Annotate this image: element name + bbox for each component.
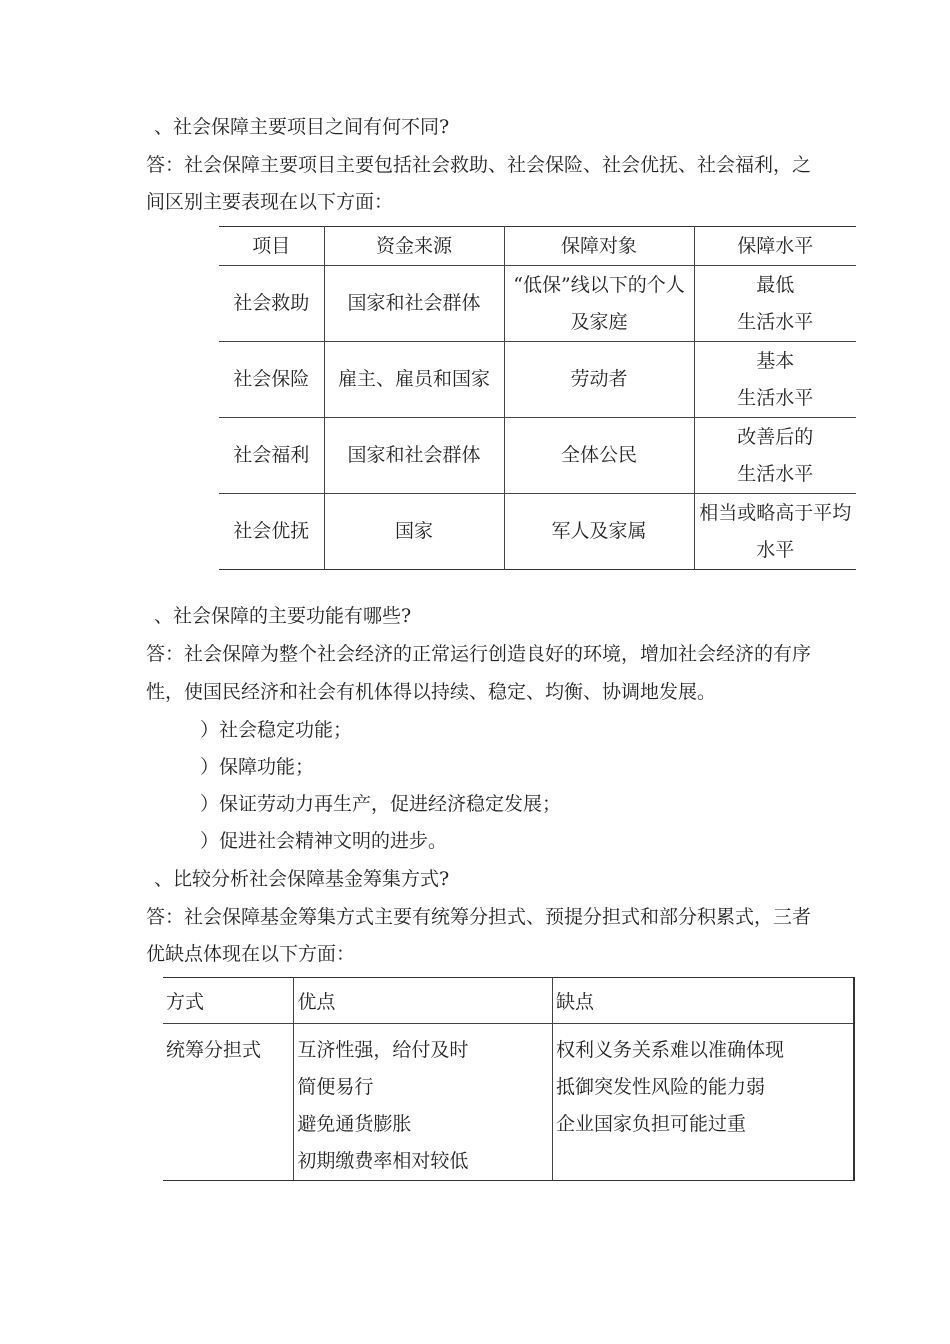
column-header-level: 保障水平 [694,227,856,266]
cell-target [504,342,694,418]
cell-level-line: 生活水平 [737,462,814,485]
cell-source: 国家 [324,494,504,570]
question-2-title: 、社会保障的主要功能有哪些? [154,605,412,627]
answer-1-line-1: 答：社会保障主要项目主要包括社会救助、社会保险、社会优抚、社会福利，之 [146,154,812,176]
question-3-title: 、比较分析社会保障基金筹集方式? [154,868,450,890]
table-row [219,342,856,418]
pro-line: 避免通货膨胀 [297,1113,412,1135]
con-line: 抵御突发性风险的能力弱 [555,1076,765,1098]
function-list-item: ）促进社会精神文明的进步。 [200,830,448,852]
pro-line: 初期缴费率相对较低 [297,1150,469,1172]
fund-raising-methods-table [163,977,855,1181]
column-header-item: 项目 [219,227,324,266]
column-header-source: 资金来源 [324,227,504,266]
answer-2-line-1: 答：社会保障为整个社会经济的正常运行创造良好的环境，增加社会经济的有序 [146,643,812,665]
table-header-row [163,978,854,1024]
answer-3-line-2: 优缺点体现在以下方面： [146,943,356,965]
answer-3-line-1: 答：社会保障基金筹集方式主要有统筹分担式、预提分担式和部分积累式，三者 [146,906,812,928]
cell-target-line: 劳动者 [570,368,628,390]
pro-line: 互济性强，给付及时 [297,1039,469,1061]
cell-level [694,494,856,570]
cell-level-line: 生活水平 [737,310,814,333]
table-row [219,266,856,342]
cell-target-line: 全体公民 [560,444,637,466]
cell-source: 国家和社会群体 [324,418,504,494]
function-list-item: ）社会稳定功能； [200,719,353,741]
cell-target [504,266,694,342]
cell-level [694,418,856,494]
column-header-method: 方式 [163,978,294,1024]
pro-line: 简便易行 [297,1076,374,1098]
cell-target-line: “低保”线以下的个人 [513,273,685,296]
cell-target-line: 军人及家属 [551,520,647,542]
cell-level-line: 水平 [756,538,795,561]
column-header-cons: 缺点 [552,978,854,1024]
cell-level-line: 改善后的 [737,425,814,448]
function-list-item: ）保障功能； [200,756,315,778]
cell-item: 社会保险 [219,342,324,418]
con-line: 权利义务关系难以准确体现 [555,1039,784,1061]
cell-item: 社会优抚 [219,494,324,570]
cell-target [504,494,694,570]
question-1-title: 、社会保障主要项目之间有何不同? [154,116,450,138]
social-security-items-table [219,226,856,570]
con-line: 企业国家负担可能过重 [555,1113,746,1135]
column-header-pros: 优点 [294,978,553,1024]
cell-cons [552,1024,854,1181]
cell-level-line: 最低 [756,273,795,296]
cell-method: 统筹分担式 [163,1024,294,1181]
table-row [219,494,856,570]
cell-item: 社会福利 [219,418,324,494]
cell-source: 雇主、雇员和国家 [324,342,504,418]
cell-target [504,418,694,494]
answer-1-line-2: 间区别主要表现在以下方面： [146,191,394,213]
cell-level-line: 基本 [756,349,795,372]
cell-level [694,342,856,418]
table-header-row [219,227,856,266]
cell-level-line: 生活水平 [737,386,814,409]
table-row [163,1024,854,1181]
cell-target-line: 及家庭 [570,310,628,333]
answer-2-line-2: 性，使国民经济和社会有机体得以持续、稳定、均衡、协调地发展。 [146,681,717,703]
function-list-item: ）保证劳动力再生产，促进经济稳定发展； [200,793,562,815]
cell-item: 社会救助 [219,266,324,342]
column-header-target: 保障对象 [504,227,694,266]
table-row [219,418,856,494]
cell-level [694,266,856,342]
cell-source: 国家和社会群体 [324,266,504,342]
cell-pros [294,1024,553,1181]
cell-level-line: 相当或略高于平均 [699,501,852,524]
